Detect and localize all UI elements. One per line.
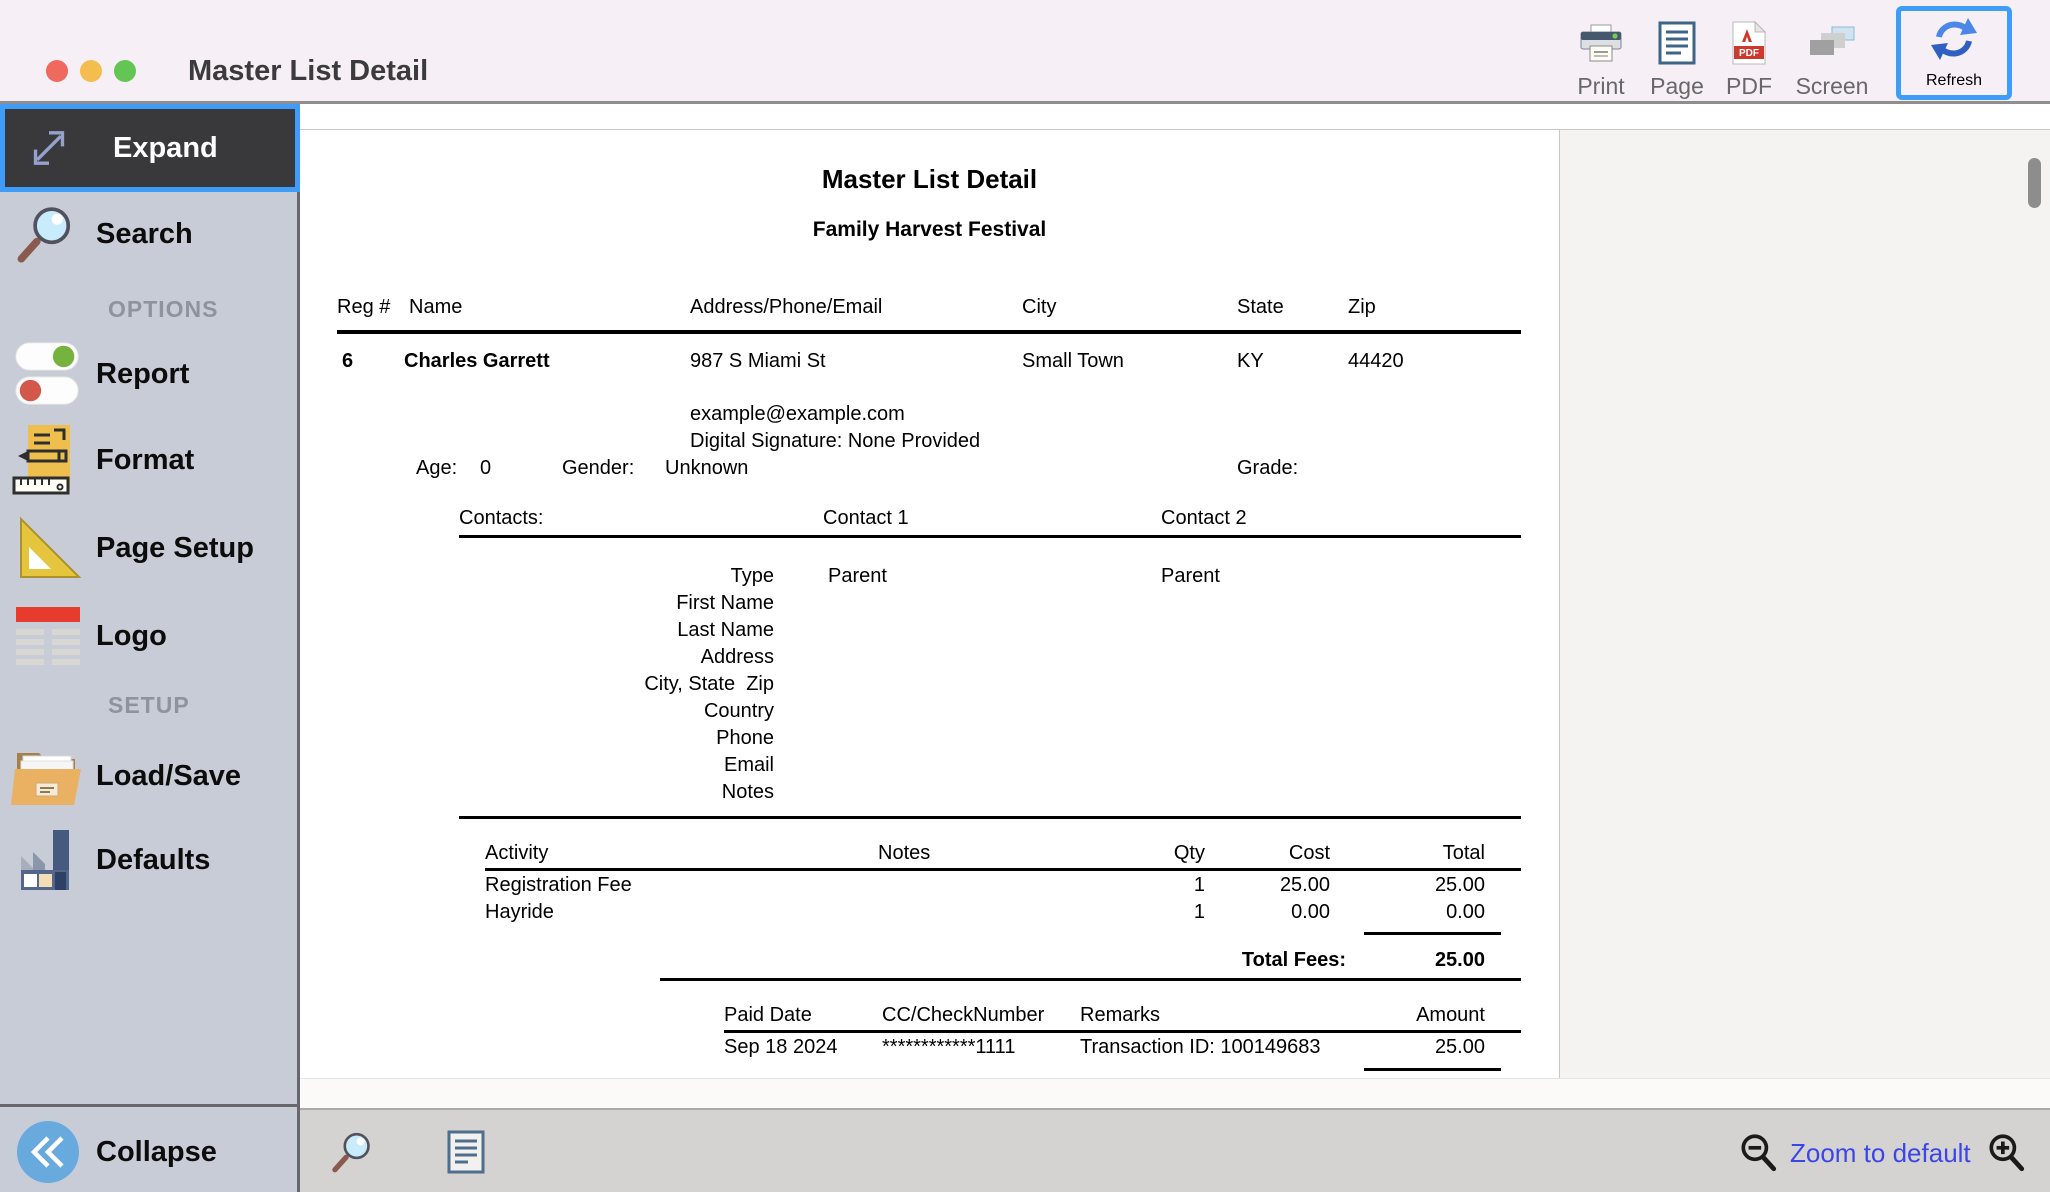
pdf-badge-text: PDF bbox=[1739, 48, 1759, 59]
search-icon bbox=[0, 200, 96, 268]
col-header-zip: Zip bbox=[1348, 296, 1376, 318]
activities-header-rule bbox=[485, 868, 1521, 871]
amount-header: Amount bbox=[1416, 1004, 1485, 1026]
minimize-window-button[interactable] bbox=[80, 60, 102, 82]
gender-value: Unknown bbox=[665, 457, 749, 479]
sidebar-item-report[interactable] bbox=[0, 334, 297, 414]
footer-search-icon[interactable] bbox=[324, 1122, 384, 1182]
collapse-icon bbox=[0, 1119, 96, 1185]
registrant-email: example@example.com bbox=[690, 403, 905, 425]
activity-row-qty: 1 bbox=[1193, 901, 1205, 923]
pdf-button[interactable] bbox=[1706, 14, 1792, 98]
registrant-name: Charles Garrett bbox=[404, 350, 550, 372]
contact-field-label: Email bbox=[723, 754, 774, 776]
payments-top-rule bbox=[660, 978, 1521, 981]
page-setup-label: Page Setup bbox=[96, 531, 254, 564]
defaults-factory-icon bbox=[0, 826, 96, 894]
activity-row-total: 0.00 bbox=[1446, 901, 1485, 923]
refresh-button[interactable] bbox=[1896, 6, 2012, 100]
sidebar-section-setup: SETUP bbox=[108, 692, 190, 718]
screen-label: Screen bbox=[1795, 73, 1869, 99]
registrant-zip: 44420 bbox=[1348, 350, 1404, 372]
payment-paid-date: Sep 18 2024 bbox=[724, 1036, 838, 1058]
total-rule bbox=[1364, 932, 1501, 935]
contact-field-label: Phone bbox=[716, 727, 774, 749]
defaults-label: Defaults bbox=[96, 843, 211, 876]
payment-amount-rule bbox=[1364, 1068, 1501, 1071]
sidebar-item-page-setup[interactable] bbox=[0, 508, 297, 588]
expand-label: Expand bbox=[113, 131, 218, 164]
total-header: Total bbox=[1442, 842, 1485, 864]
sidebar-item-format[interactable] bbox=[0, 420, 297, 500]
age-label: Age: bbox=[416, 457, 458, 479]
page-setup-icon bbox=[0, 515, 96, 581]
search-label: Search bbox=[96, 217, 193, 250]
registrant-header-rule bbox=[337, 330, 1521, 334]
screen-icon bbox=[1808, 24, 1856, 71]
payment-cc-number: ************1111 bbox=[882, 1036, 1016, 1058]
grade-label: Grade: bbox=[1237, 457, 1299, 479]
activity-row-cost: 0.00 bbox=[1291, 901, 1330, 923]
activity-row-name: Registration Fee bbox=[485, 874, 632, 896]
page-label: Page bbox=[1650, 73, 1704, 99]
notes-header: Notes bbox=[878, 842, 931, 864]
load-save-label: Load/Save bbox=[96, 759, 242, 792]
activity-header: Activity bbox=[485, 842, 549, 864]
sidebar-item-load-save[interactable] bbox=[0, 736, 297, 816]
payment-amount: 25.00 bbox=[1434, 1036, 1485, 1058]
refresh-icon bbox=[1929, 16, 1979, 67]
contact2-type-value: Parent bbox=[1161, 565, 1220, 587]
close-window-button[interactable] bbox=[46, 60, 68, 82]
col-header-name: Name bbox=[409, 296, 463, 318]
zoom-in-icon[interactable] bbox=[1976, 1122, 2036, 1182]
contacts-header: Contacts: bbox=[459, 507, 544, 529]
contact-field-label: Last Name bbox=[677, 619, 774, 641]
payments-header-rule bbox=[724, 1030, 1521, 1033]
cc-checknumber-header: CC/CheckNumber bbox=[882, 1004, 1045, 1026]
contact-field-label: Address bbox=[700, 646, 774, 668]
zoom-window-button[interactable] bbox=[114, 60, 136, 82]
contact-field-label: Notes bbox=[721, 781, 774, 803]
activity-row-qty: 1 bbox=[1193, 874, 1205, 896]
paid-date-header: Paid Date bbox=[724, 1004, 812, 1026]
title-bar bbox=[0, 0, 2050, 104]
total-fees-label: Total Fees: bbox=[1241, 949, 1346, 971]
registrant-reg: 6 bbox=[342, 350, 354, 372]
pdf-icon bbox=[1729, 20, 1769, 71]
zoom-to-default-link[interactable]: Zoom to default bbox=[1790, 1138, 1971, 1168]
contact1-header: Contact 1 bbox=[823, 507, 909, 529]
sidebar-item-logo[interactable] bbox=[0, 596, 297, 676]
contact1-type-value: Parent bbox=[828, 565, 887, 587]
collapse-button[interactable] bbox=[0, 1112, 297, 1192]
collapse-label: Collapse bbox=[96, 1135, 217, 1168]
page-bottom-strip bbox=[300, 1078, 2050, 1108]
col-header-address: Address/Phone/Email bbox=[690, 296, 883, 318]
col-header-state: State bbox=[1237, 296, 1284, 318]
contact-field-label: First Name bbox=[676, 592, 774, 614]
activity-row-total: 25.00 bbox=[1434, 874, 1485, 896]
screen-button[interactable] bbox=[1789, 14, 1875, 98]
report-toggles-icon bbox=[0, 339, 96, 409]
vertical-scrollbar[interactable] bbox=[2028, 158, 2041, 208]
expand-icon bbox=[5, 116, 93, 180]
sidebar-item-defaults[interactable] bbox=[0, 820, 297, 900]
qty-header: Qty bbox=[1173, 842, 1205, 864]
sidebar-footer-divider bbox=[0, 1104, 297, 1107]
sidebar-section-options: OPTIONS bbox=[108, 296, 219, 322]
cost-header: Cost bbox=[1288, 842, 1330, 864]
report-label: Report bbox=[96, 357, 190, 390]
contacts-bottom-rule bbox=[459, 816, 1521, 819]
pdf-label: PDF bbox=[1726, 73, 1772, 99]
col-header-city: City bbox=[1022, 296, 1057, 318]
footer-document-icon[interactable] bbox=[436, 1122, 496, 1182]
contact-field-label: City, State Zip bbox=[644, 673, 774, 695]
activity-row-name: Hayride bbox=[485, 901, 554, 923]
logo-icon bbox=[0, 605, 96, 667]
print-label: Print bbox=[1577, 73, 1625, 99]
total-fees-value: 25.00 bbox=[1434, 949, 1485, 971]
remarks-header: Remarks bbox=[1080, 1004, 1161, 1026]
logo-label: Logo bbox=[96, 619, 167, 652]
sidebar bbox=[0, 104, 300, 1192]
registrant-digital-signature: Digital Signature: None Provided bbox=[690, 430, 981, 452]
right-empty-panel bbox=[1559, 130, 2050, 1078]
payment-remarks: Transaction ID: 100149683 bbox=[1080, 1036, 1321, 1058]
expand-button[interactable] bbox=[0, 104, 300, 192]
print-button[interactable] bbox=[1558, 14, 1644, 98]
contacts-header-rule bbox=[459, 535, 1521, 538]
report-subtitle: Family Harvest Festival bbox=[812, 218, 1047, 241]
contact-field-label: Type bbox=[730, 565, 774, 587]
registrant-city: Small Town bbox=[1022, 350, 1124, 372]
format-label: Format bbox=[96, 443, 195, 476]
sidebar-item-search[interactable] bbox=[0, 194, 297, 274]
refresh-label: Refresh bbox=[1925, 72, 1983, 89]
gender-label: Gender: bbox=[562, 457, 635, 479]
load-save-folder-icon bbox=[0, 743, 96, 809]
zoom-out-icon[interactable] bbox=[1728, 1122, 1788, 1182]
activity-row-cost: 25.00 bbox=[1279, 874, 1330, 896]
contact2-header: Contact 2 bbox=[1161, 507, 1247, 529]
print-icon bbox=[1578, 22, 1624, 71]
age-value: 0 bbox=[480, 457, 492, 479]
report-viewport bbox=[300, 104, 2050, 1192]
page-icon bbox=[1656, 20, 1698, 71]
format-icon bbox=[0, 423, 96, 497]
registrant-state: KY bbox=[1237, 350, 1264, 372]
contact-field-label: Country bbox=[703, 700, 774, 722]
report-title: Master List Detail bbox=[821, 164, 1038, 194]
col-header-reg: Reg # bbox=[337, 296, 391, 318]
registrant-address: 987 S Miami St bbox=[690, 350, 826, 372]
window-title: Master List Detail bbox=[188, 55, 429, 87]
